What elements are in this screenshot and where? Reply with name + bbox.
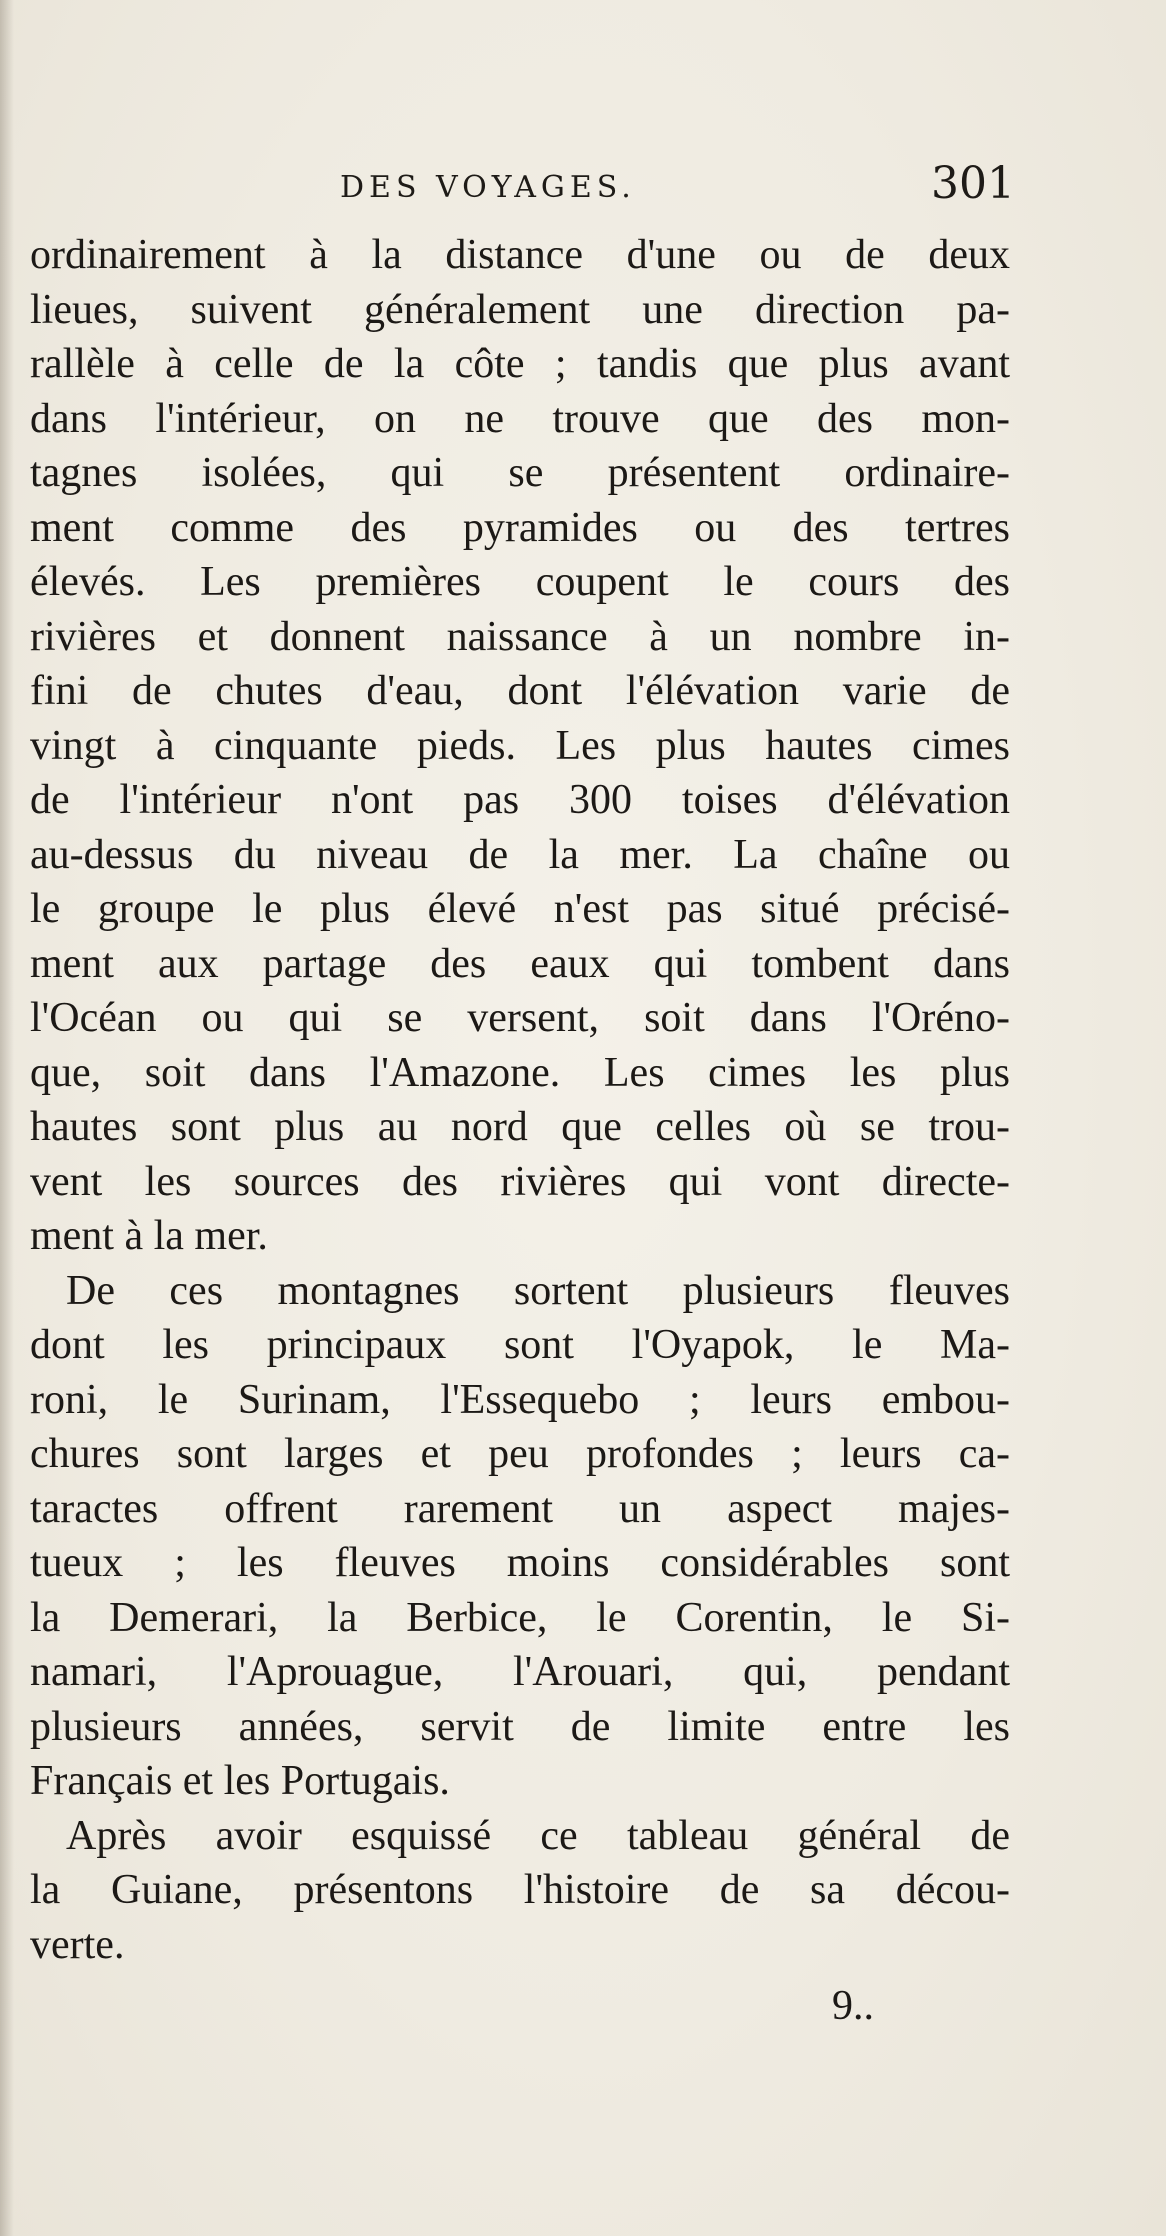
text-line: tagnes isolées, qui se présentent ordinaire- xyxy=(30,450,1010,496)
paragraph-2 xyxy=(30,1264,1010,1809)
text-line: namari, l'Aprouague, l'Arouari, qui, pendant xyxy=(30,1649,1010,1695)
text-line: plusieurs années, servit de limite entre les xyxy=(30,1703,1010,1750)
text-line: la Guiane, présentons l'histoire de sa décou- xyxy=(30,1867,1010,1913)
text-line: ment aux partage des eaux qui tombent dans xyxy=(30,940,1010,987)
text-line: fini de chutes d'eau, dont l'élévation varie de xyxy=(30,668,1010,714)
text-line: Français et les Portugais. xyxy=(30,1758,450,1804)
text-line: tueux ; les fleuves moins considérables sont xyxy=(30,1540,1010,1586)
text-line: vingt à cinquante pieds. Les plus hautes cimes xyxy=(30,722,1010,769)
text-line: rivières et donnent naissance à un nombre in- xyxy=(30,613,1010,660)
text-line: verte. xyxy=(30,1921,125,1968)
text-line: taractes offrent rarement un aspect majes- xyxy=(30,1485,1010,1532)
text-line: lieues, suivent généralement une direction pa- xyxy=(30,286,1010,333)
text-line: roni, le Surinam, l'Essequebo ; leurs embou- xyxy=(30,1376,1010,1423)
paragraph-1 xyxy=(30,228,1010,1264)
text-line: de l'intérieur n'ont pas 300 toises d'élévation xyxy=(30,777,1010,823)
page-number: 301 xyxy=(931,158,1015,209)
text-line: ment comme des pyramides ou des tertres xyxy=(30,504,1010,551)
spine-shadow xyxy=(0,0,14,2236)
running-head xyxy=(30,158,1015,218)
text-line: ment à la mer. xyxy=(30,1213,268,1259)
text-line: élevés. Les premières coupent le cours des xyxy=(30,559,1010,605)
text-line: dont les principaux sont l'Oyapok, le Ma- xyxy=(30,1322,1010,1368)
text-line: la Demerari, la Berbice, le Corentin, le Si- xyxy=(30,1594,1010,1641)
text-line: l'Océan ou qui se versent, soit dans l'Oréno- xyxy=(30,995,1010,1041)
text-line: le groupe le plus élevé n'est pas situé précisé- xyxy=(30,886,1010,932)
text-line: chures sont larges et peu profondes ; leurs ca- xyxy=(30,1431,1010,1477)
text-line: ordinairement à la distance d'une ou de deux xyxy=(30,232,1010,278)
text-line: Après avoir esquissé ce tableau général de xyxy=(66,1812,1010,1859)
text-line: vent les sources des rivières qui vont directe- xyxy=(30,1158,1010,1205)
text-line: au-dessus du niveau de la mer. La chaîne ou xyxy=(30,831,1010,878)
running-head-title: DES VOYAGES. xyxy=(340,170,636,205)
paragraph-3 xyxy=(30,1809,1010,1973)
text-line: rallèle à celle de la côte ; tandis que plus avant xyxy=(30,341,1010,387)
text-line: De ces montagnes sortent plusieurs fleuves xyxy=(66,1267,1010,1314)
text-line: dans l'intérieur, on ne trouve que des mon- xyxy=(30,395,1010,442)
catchword: 9.. xyxy=(832,1983,874,2029)
body-text xyxy=(30,228,1010,1972)
text-line: hautes sont plus au nord que celles où se trou- xyxy=(30,1104,1010,1150)
text-line: que, soit dans l'Amazone. Les cimes les plus xyxy=(30,1049,1010,1096)
